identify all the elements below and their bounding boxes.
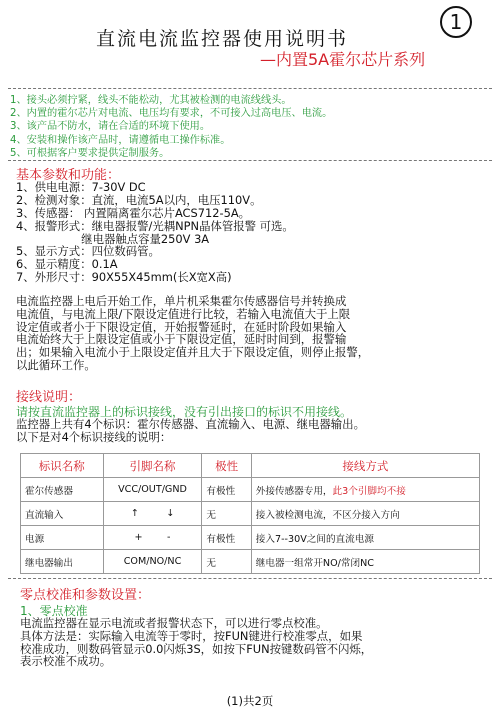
table-row <box>21 526 480 550</box>
page-number-badge: 1 <box>440 6 472 38</box>
paragraph-line: 电流值，与电流上限/下限设定值进行比较，若输入电流值大于上限 <box>16 306 351 321</box>
cell-polarity: 无 <box>202 502 251 526</box>
section-heading-wiring: 接线说明： <box>16 390 82 405</box>
cell-name: 继电器输出 <box>21 550 104 574</box>
table-row <box>21 478 480 502</box>
method-warning: 此3个引脚均不接 <box>332 485 406 497</box>
calibration-subheading: 1、零点校准 <box>20 604 88 618</box>
note-item: 4、安装和操作该产品时，请遵循电工操作标准。 <box>10 134 231 146</box>
cell-polarity: 有极性 <box>202 478 251 502</box>
column-header: 引脚名称 <box>103 454 202 478</box>
wiring-subheading: 请按直流监控器上的标识接线，没有引出接口的标识不用接线。 <box>16 405 353 419</box>
document-title: 直流电流监控器使用说明书 <box>96 28 349 50</box>
cell-method: 接入被检测电流，不区分接入方向 <box>251 502 479 526</box>
divider <box>8 160 492 161</box>
paragraph-line: 校准成功，则数码管显示0.0闪烁3S，如按下FUN按键数码管不闪烁， <box>20 641 373 656</box>
paragraph-line: 监控器上共有4个标识：霍尔传感器、直流输入、电源、继电器输出。 <box>16 417 365 431</box>
paragraph-line: 以此循环工作。 <box>16 357 96 372</box>
param-line: 5、显示方式：四位数码管。 <box>16 244 160 259</box>
table-row <box>21 550 480 574</box>
cell-pins: ↑ ↓ <box>103 502 202 526</box>
param-line: 4、报警形式：继电器报警/光耦NPN晶体管报警 可选。 <box>16 218 294 233</box>
basics-list <box>16 181 294 284</box>
note-item: 2、内置的霍尔芯片对电流、电压均有要求，不可接入过高电压、电流。 <box>10 108 333 120</box>
document-subtitle: —内置5A霍尔芯片系列 <box>260 50 426 69</box>
cell-method: 继电器一组常开NO/常闭NC <box>251 550 479 574</box>
paragraph-line: 电流监控器上电后开始工作，单片机采集霍尔传感器信号并转换成 <box>16 294 347 308</box>
param-line: 3、传感器： 内置隔离霍尔芯片ACS712-5A。 <box>16 205 251 220</box>
param-line: 继电器触点容量250V 3A <box>16 231 210 246</box>
param-line: 1、供电电源：7-30V DC <box>16 180 146 194</box>
calibration-paragraph <box>20 617 372 668</box>
method-text: 外接传感器专用， <box>255 485 333 497</box>
note-item: 3、该产品不防水，请在合适的环境下使用。 <box>10 121 211 133</box>
paragraph-line: 表示校准不成功。 <box>20 654 112 669</box>
cell-name: 霍尔传感器 <box>21 478 104 502</box>
cell-method <box>251 478 479 502</box>
table-header-row <box>21 454 480 478</box>
section-heading-calibration: 零点校准和参数设置： <box>20 588 151 603</box>
paragraph-line: 电流监控器在显示电流或者报警状态下，可以进行零点校准。 <box>20 616 328 630</box>
basics-paragraph <box>16 295 369 372</box>
section-heading-basics: 基本参数和功能： <box>16 168 121 183</box>
page-footer: (1)共2页 <box>226 694 274 708</box>
paragraph-line: 出；如果输入电流小于上限设定值并且大于下限设定值，则停止报警， <box>16 345 370 360</box>
param-line: 6、显示精度：0.1A <box>16 257 118 272</box>
paragraph-line: 电流始终大于上限设定值或小于下限设定值，延时时间到，报警输 <box>16 332 347 347</box>
column-header: 标识名称 <box>21 454 104 478</box>
cell-name: 直流输入 <box>21 502 104 526</box>
note-item: 5、可根据客户要求提供定制服务。 <box>10 147 170 159</box>
notes-list <box>10 94 332 160</box>
param-line: 2、检测对象：直流，电流5A以内，电压110V。 <box>16 192 262 207</box>
cell-pins: + - <box>103 526 202 550</box>
cell-name: 电源 <box>21 526 104 550</box>
cell-polarity: 有极性 <box>202 526 251 550</box>
wiring-table <box>20 453 480 574</box>
divider <box>8 88 492 89</box>
wiring-paragraph <box>16 418 365 444</box>
paragraph-line: 具体方法是：实际输入电流等于零时，按FUN键进行校准零点，如果 <box>20 628 363 643</box>
column-header: 接线方式 <box>251 454 479 478</box>
column-header: 极性 <box>202 454 251 478</box>
cell-polarity: 无 <box>202 550 251 574</box>
paragraph-line: 以下是对4个标识接线的说明： <box>16 429 172 444</box>
cell-pins: COM/NO/NC <box>103 550 202 574</box>
cell-method: 接入7--30V之间的直流电源 <box>251 526 479 550</box>
table-row <box>21 502 480 526</box>
param-line: 7、外形尺寸：90X55X45mm(长X宽X高) <box>16 270 232 285</box>
note-item: 1、接头必须拧紧，线头不能松动，尤其被检测的电流线线头。 <box>10 95 292 106</box>
divider <box>8 578 492 579</box>
paragraph-line: 设定值或者小于下限设定值，开始报警延时，在延时阶段如果输入 <box>16 319 347 334</box>
cell-pins: VCC/OUT/GND <box>103 478 202 502</box>
